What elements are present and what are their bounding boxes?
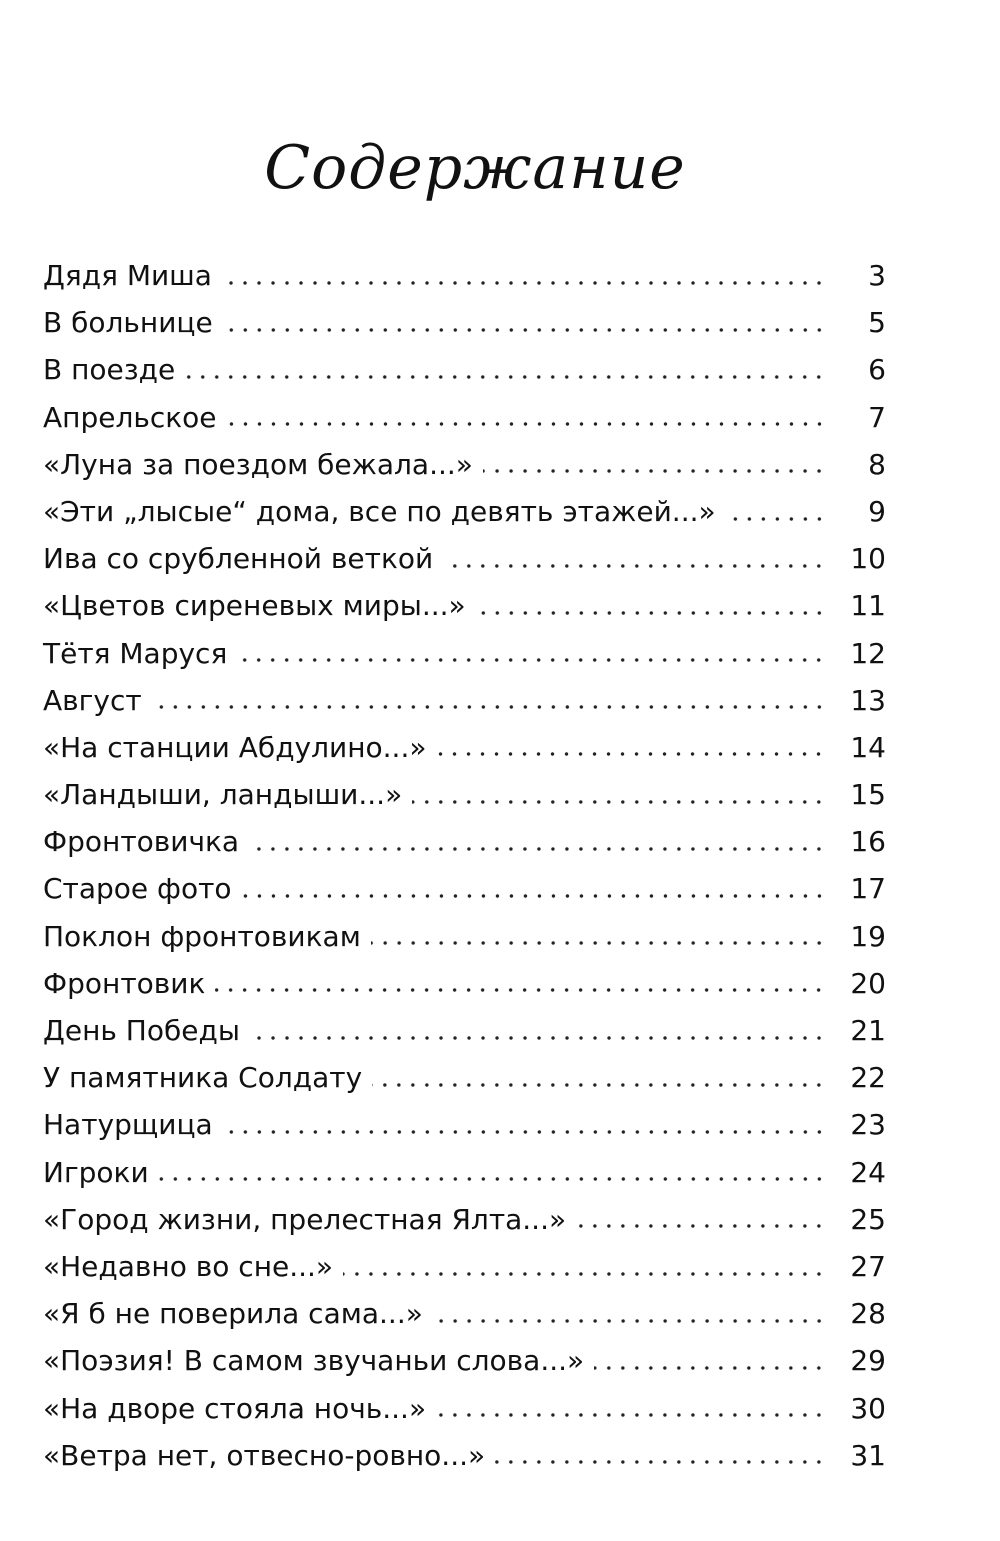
toc-entry xyxy=(43,535,886,582)
toc-entry-page-number: 10 xyxy=(850,542,886,576)
dot-leader xyxy=(249,846,826,852)
toc-entry-page-number: 23 xyxy=(850,1108,886,1142)
toc-entry-title: «Я б не поверила сама...» xyxy=(43,1297,423,1331)
toc-entry-page-number: 27 xyxy=(850,1249,886,1283)
dot-leader xyxy=(152,704,826,710)
toc-entry-page-number: 19 xyxy=(850,919,886,953)
toc-entry-page-number: 12 xyxy=(850,636,886,670)
toc-entry-page-number: 14 xyxy=(850,730,886,764)
toc-entry-page-number: 7 xyxy=(868,400,886,434)
toc-entry xyxy=(43,771,886,818)
toc-entry-title: Апрельское xyxy=(43,400,217,434)
toc-entry-page-number: 24 xyxy=(850,1155,886,1189)
toc-entry-page-number: 9 xyxy=(868,494,886,528)
toc-entry xyxy=(43,1385,886,1432)
toc-entry-title: Поклон фронтовикам xyxy=(43,919,361,953)
dot-leader xyxy=(436,1412,826,1418)
toc-entry xyxy=(43,818,886,865)
toc-entry-title: Ива со срубленной веткой xyxy=(43,542,434,576)
toc-entry-title: День Победы xyxy=(43,1014,240,1047)
dot-leader xyxy=(726,516,826,522)
toc-entry-page-number: 5 xyxy=(868,306,886,340)
toc-entry-title: В поезде xyxy=(43,353,176,387)
dot-leader xyxy=(223,1129,826,1135)
toc-entry-page-number: 17 xyxy=(850,872,886,906)
dot-leader xyxy=(372,1082,826,1088)
toc-entry xyxy=(43,252,886,299)
toc-entry-title: «Город жизни, прелестная Ялта...» xyxy=(43,1202,567,1236)
dot-leader xyxy=(223,327,826,333)
toc-entry xyxy=(43,582,886,629)
toc-entry-title: Август xyxy=(43,683,142,717)
dot-leader xyxy=(227,421,826,427)
dot-leader xyxy=(443,563,826,569)
toc-entry-title: «На дворе стояла ночь...» xyxy=(43,1391,427,1425)
dot-leader xyxy=(371,940,826,946)
toc-entry-page-number: 31 xyxy=(850,1438,886,1472)
toc-entry-title: Игроки xyxy=(43,1155,149,1189)
dot-leader xyxy=(242,893,826,899)
toc-entry-page-number: 6 xyxy=(868,353,886,387)
dot-leader xyxy=(185,374,826,380)
toc-entry-page-number: 25 xyxy=(850,1202,886,1236)
toc-entry-page-number: 15 xyxy=(850,778,886,812)
dot-leader xyxy=(215,987,826,993)
toc-entry-title: «Эти „лысые“ дома, все по девять этажей...» xyxy=(43,494,716,528)
dot-leader xyxy=(436,751,826,757)
toc-entry xyxy=(43,441,886,488)
toc-entry-page-number: 8 xyxy=(868,447,886,481)
toc-entry-page-number: 28 xyxy=(850,1297,886,1331)
toc-entry xyxy=(43,724,886,771)
dot-leader xyxy=(159,1176,826,1182)
toc-entry-title: Фронтовичка xyxy=(43,825,240,859)
toc-entry xyxy=(43,1432,886,1479)
dot-leader xyxy=(594,1365,826,1371)
toc-entry-title: «Ландыши, ландыши...» xyxy=(43,778,403,812)
toc-entry xyxy=(43,630,886,677)
dot-leader xyxy=(343,1271,826,1277)
toc-entry-page-number: 3 xyxy=(868,259,886,292)
toc-entry-page-number: 29 xyxy=(850,1344,886,1378)
toc-entry xyxy=(43,1054,886,1101)
toc-entry-title: «Недавно во сне...» xyxy=(43,1249,334,1283)
toc-entry xyxy=(43,488,886,535)
toc-entry-title: «Ветра нет, отвесно-ровно...» xyxy=(43,1438,486,1472)
toc-entry-page-number: 21 xyxy=(850,1014,886,1047)
toc-entry xyxy=(43,1149,886,1196)
toc-entry xyxy=(43,865,886,912)
toc-entry xyxy=(43,1290,886,1337)
toc-entry-title: Тётя Маруся xyxy=(43,636,228,670)
toc-entry-title: «На станции Абдулино...» xyxy=(43,730,427,764)
toc-entry-title: «Цветов сиреневых миры...» xyxy=(43,589,466,623)
dot-leader xyxy=(412,799,826,805)
table-of-contents xyxy=(43,252,886,1479)
toc-entry-title: «Луна за поездом бежала...» xyxy=(43,447,473,481)
toc-entry xyxy=(43,394,886,441)
dot-leader xyxy=(237,657,826,663)
toc-entry-page-number: 13 xyxy=(850,683,886,717)
toc-entry xyxy=(43,1243,886,1290)
dot-leader xyxy=(495,1459,826,1465)
dot-leader xyxy=(433,1318,826,1324)
toc-entry-title: «Поэзия! В самом звучаньи слова...» xyxy=(43,1344,585,1378)
dot-leader xyxy=(476,610,826,616)
toc-entry-page-number: 11 xyxy=(850,589,886,623)
toc-entry xyxy=(43,913,886,960)
toc-entry xyxy=(43,1007,886,1054)
toc-entry xyxy=(43,960,886,1007)
toc-entry xyxy=(43,299,886,346)
toc-entry xyxy=(43,1196,886,1243)
toc-entry-page-number: 20 xyxy=(850,966,886,1000)
dot-leader xyxy=(576,1223,826,1229)
toc-entry xyxy=(43,1337,886,1384)
toc-entry xyxy=(43,677,886,724)
toc-entry xyxy=(43,1101,886,1148)
toc-entry-page-number: 30 xyxy=(850,1391,886,1425)
toc-entry-page-number: 16 xyxy=(850,825,886,859)
dot-leader xyxy=(483,468,826,474)
toc-entry-title: Старое фото xyxy=(43,872,232,906)
dot-leader xyxy=(222,280,826,286)
dot-leader xyxy=(250,1035,826,1041)
toc-entry-title: Натурщица xyxy=(43,1108,213,1142)
toc-entry-title: Дядя Миша xyxy=(43,259,212,292)
toc-entry-page-number: 22 xyxy=(850,1061,886,1095)
toc-entry-title: Фронтовик xyxy=(43,966,206,1000)
toc-entry-title: У памятника Солдату xyxy=(43,1061,363,1095)
page-title: Содержание xyxy=(264,133,686,203)
toc-entry xyxy=(43,346,886,393)
toc-entry-title: В больнице xyxy=(43,306,213,340)
